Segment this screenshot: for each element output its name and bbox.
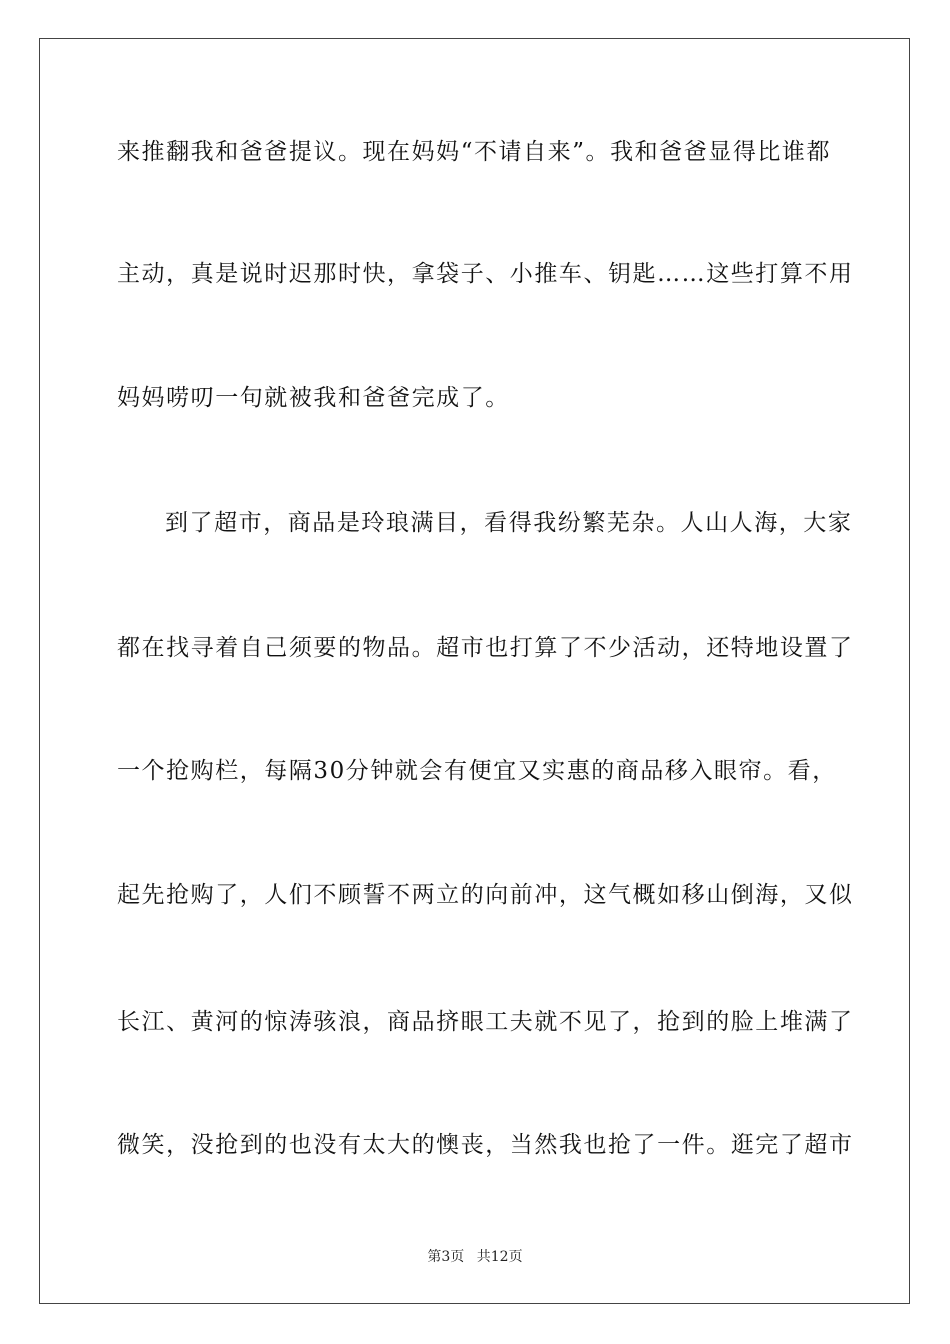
page-number: 第3页	[427, 1249, 465, 1265]
text-line: 都在找寻着自己须要的物品。超市也打算了不少活动，还特地设置了	[117, 635, 854, 661]
text-line: 妈妈唠叨一句就被我和爸爸完成了。	[117, 385, 510, 411]
text-line: 来推翻我和爸爸提议。现在妈妈“不请自来”。我和爸爸显得比谁都	[117, 139, 832, 165]
text-line: 微笑，没抢到的也没有太大的懊丧，当然我也抢了一件。逛完了超市	[117, 1132, 854, 1158]
text-line: 长江、黄河的惊涛骇浪，商品挤眼工夫就不见了，抢到的脸上堆满了	[117, 1009, 854, 1035]
total-pages: 共12页	[476, 1249, 523, 1265]
text-line: 主动，真是说时迟那时快，拿袋子、小推车、钥匙……这些打算不用	[117, 261, 854, 287]
text-line: 起先抢购了，人们不顾誓不两立的向前冲，这气概如移山倒海，又似	[117, 882, 854, 908]
text-line: 一个抢购栏，每隔30分钟就会有便宜又实惠的商品移入眼帘。看，	[117, 758, 837, 784]
page-border	[39, 38, 910, 1304]
page-footer	[0, 1248, 950, 1266]
paragraph-first-line: 到了超市，商品是玲琅满目，看得我纷繁芜杂。人山人海，大家	[165, 510, 853, 536]
